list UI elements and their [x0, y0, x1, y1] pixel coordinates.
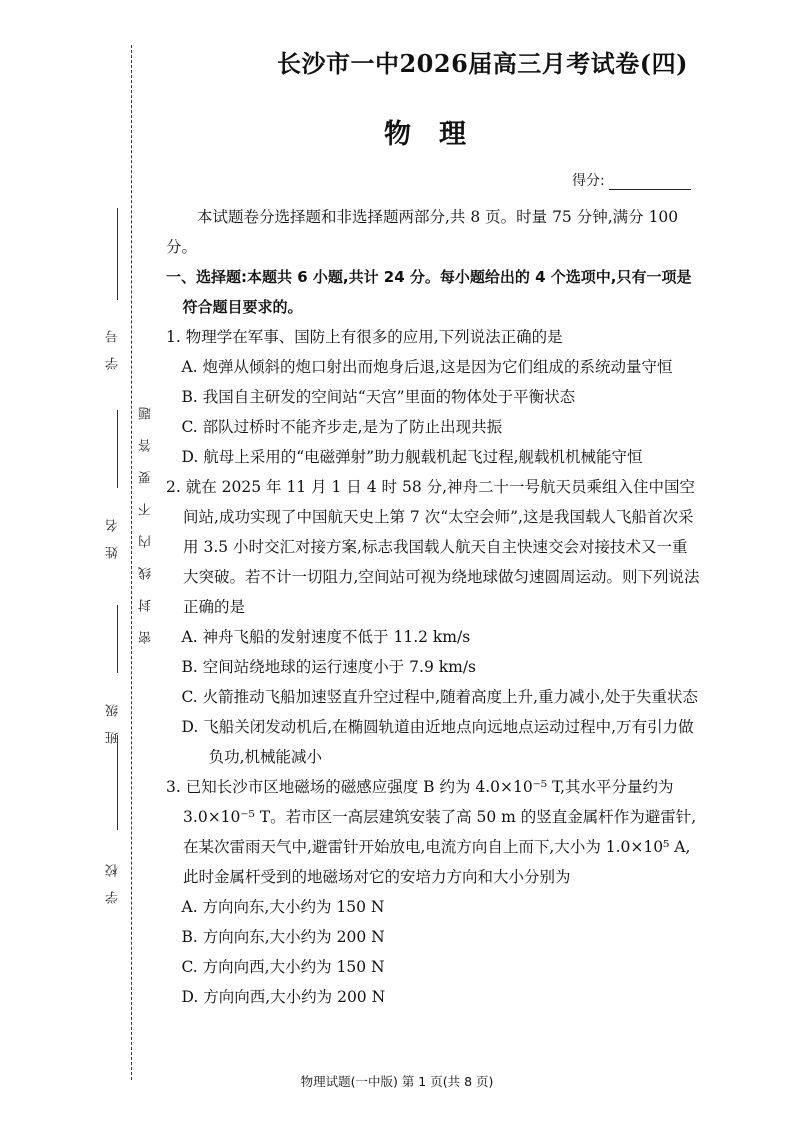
question-3-option-d: D. 方向向西,大小约为 200 N: [181, 988, 386, 1006]
question-2-option-a: A. 神舟飞船的发射速度不低于 11.2 km/s: [181, 628, 471, 646]
score-field: [572, 170, 691, 190]
question-1-option-d: D. 航母上采用的“电磁弹射”助力舰载机起飞过程,舰载机机械能守恒: [181, 448, 643, 466]
school-label: 学校: [106, 850, 121, 904]
question-1-option-b: B. 我国自主研发的空间站“天宫”里面的物体处于平衡状态: [181, 388, 576, 406]
question-1-stem: 1. 物理学在军事、国防上有很多的应用,下列说法正确的是: [166, 328, 563, 346]
question-3-stem: 3. 已知长沙市区地磁场的磁感应强度 B 约为 4.0×10⁻⁵ T,其水平分量约为 3.0×10⁻⁵ T。若市区一高层建筑安装了高 50 m 的竖直金属杆作为避雷针,在某次雷雨天气中,避雷针开始放电,电流方向自上而下,大小为 1.0×10⁵ A,此时金属杆受到的地磁场对它的安培力方向和大小分别为: [166, 778, 697, 886]
school-blank: [117, 735, 118, 830]
question-1-option-c: C. 部队过桥时不能齐步走,是为了防止出现共振: [181, 418, 503, 436]
exam-title: 长沙市一中2026届高三月考试卷(四): [276, 49, 688, 78]
question-3-option-a: A. 方向向东,大小约为 150 N: [181, 898, 385, 916]
question-2-option-c: C. 火箭推动飞船加速竖直升空过程中,随着高度上升,重力减小,处于失重状态: [181, 688, 698, 706]
question-3-option-b: B. 方向向东,大小约为 200 N: [181, 928, 385, 946]
name-label: 姓名: [106, 505, 121, 559]
intro-text: 本试题卷分选择题和非选择题两部分,共 8 页。时量 75 分钟,满分 100 分。: [166, 208, 679, 256]
student-id-label: 学号: [106, 316, 121, 370]
question-3-option-c: C. 方向向西,大小约为 150 N: [181, 958, 385, 976]
page-footer: 物理试题(一中版) 第 1 页(共 8 页): [300, 1074, 494, 1089]
section-heading: 一、选择题:本题共 6 小题,共计 24 分。每小题给出的 4 个选项中,只有一项是符合题目要求的。: [166, 268, 692, 316]
score-blank: [609, 175, 691, 190]
question-2-option-d: D. 飞船关闭发动机后,在椭圆轨道由近地点向远地点运动过程中,万有引力做负功,机械能减小: [181, 718, 694, 766]
question-2-stem: 2. 就在 2025 年 11 月 1 日 4 时 58 分,神舟二十一号航天员乘组入住中国空间站,成功实现了中国航天史上第 7 次“太空会师”,这是我国载人飞船首次采用 3.5 小时交汇对接方案,标志我国载人航天自主快速交会对接技术又一重大突破。若不计一切阻力,空间站可视为绕地球做匀速圆周运动。则下列说法正确的是: [166, 478, 700, 616]
exam-content: [166, 202, 702, 1012]
seal-warning: 密封线内不要答题: [139, 388, 154, 644]
class-blank: [117, 605, 118, 673]
seal-line: [131, 45, 132, 1080]
question-2-option-b: B. 空间站绕地球的运行速度小于 7.9 km/s: [181, 658, 477, 676]
subject-title: 物理: [384, 119, 494, 150]
student-id-blank: [117, 208, 118, 300]
score-label: 得分:: [572, 173, 605, 189]
question-1-option-a: A. 炮弹从倾斜的炮口射出而炮身后退,这是因为它们组成的系统动量守恒: [181, 358, 673, 376]
name-blank: [117, 410, 118, 488]
class-label: 班级: [106, 690, 121, 744]
